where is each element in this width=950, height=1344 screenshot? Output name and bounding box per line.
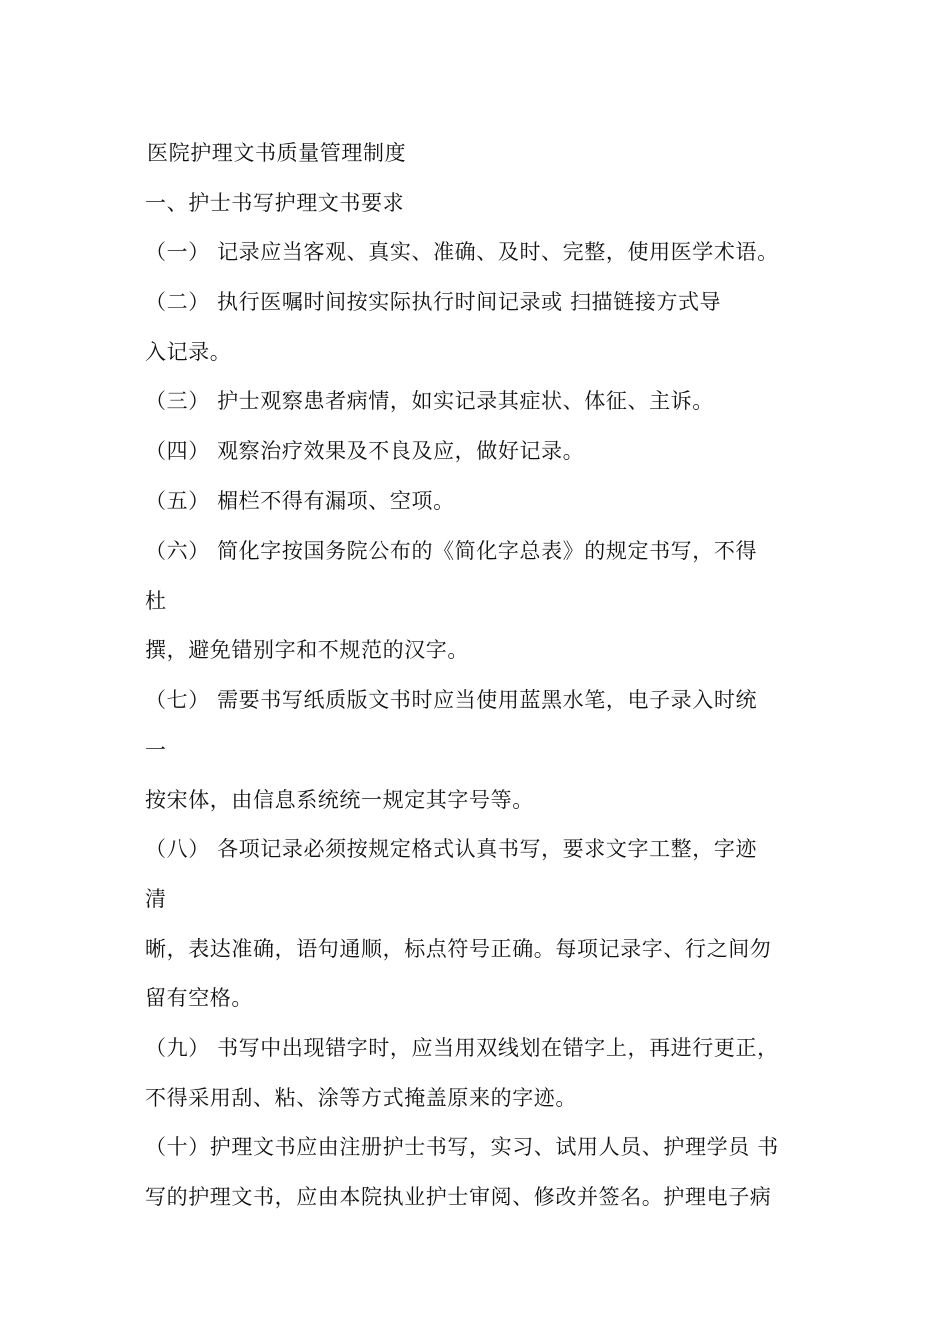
paragraph-line: 撰，避免错别字和不规范的汉字。 — [145, 638, 469, 662]
paragraph-line: 入记录。 — [145, 340, 232, 364]
paragraph-line: （八） 各项记录必须按规定格式认真书写，要求文字工整，字迹 — [145, 837, 758, 861]
section-heading: 一、护士书写护理文书要求 — [145, 191, 405, 215]
paragraph-line: （一） 记录应当客观、真实、准确、及时、完整，使用医学术语。 — [145, 240, 779, 264]
paragraph-line: （十）护理文书应由注册护士书写，实习、试用人员、护理学员 书 — [145, 1135, 779, 1159]
paragraph-line: 不得采用刮、粘、涂等方式掩盖原来的字迹。 — [145, 1086, 577, 1110]
paragraph-line: （二） 执行医嘱时间按实际执行时间记录或 扫描链接方式导 — [145, 290, 722, 314]
paragraph-line: 清 — [145, 887, 167, 911]
document-title: 医院护理文书质量管理制度 — [147, 141, 407, 165]
paragraph-line: （六） 简化字按国务院公布的《简化字总表》的规定书写，不得 — [145, 539, 758, 563]
paragraph-line: （五） 楣栏不得有漏项、空项。 — [145, 489, 455, 513]
paragraph-line: 杜 — [145, 589, 167, 613]
paragraph-line: 写的护理文书，应由本院执业护士审阅、修改并签名。护理电子病 — [145, 1185, 772, 1209]
paragraph-line: （九） 书写中出现错字时，应当用双线划在错字上，再进行更正， — [145, 1036, 779, 1060]
paragraph-line: 一 — [145, 738, 167, 762]
paragraph-line: 晰，表达准确，语句通顺，标点符号正确。每项记录字、行之间勿 — [145, 937, 772, 961]
paragraph-line: （七） 需要书写纸质版文书时应当使用蓝黑水笔，电子录入时统 — [145, 688, 758, 712]
paragraph-line: （四） 观察治疗效果及不良及应，做好记录。 — [145, 439, 585, 463]
paragraph-line: 留有空格。 — [145, 986, 253, 1010]
paragraph-line: （三） 护士观察患者病情，如实记录其症状、体征、主诉。 — [145, 389, 714, 413]
paragraph-line: 按宋体，由信息系统统一规定其字号等。 — [145, 788, 534, 812]
